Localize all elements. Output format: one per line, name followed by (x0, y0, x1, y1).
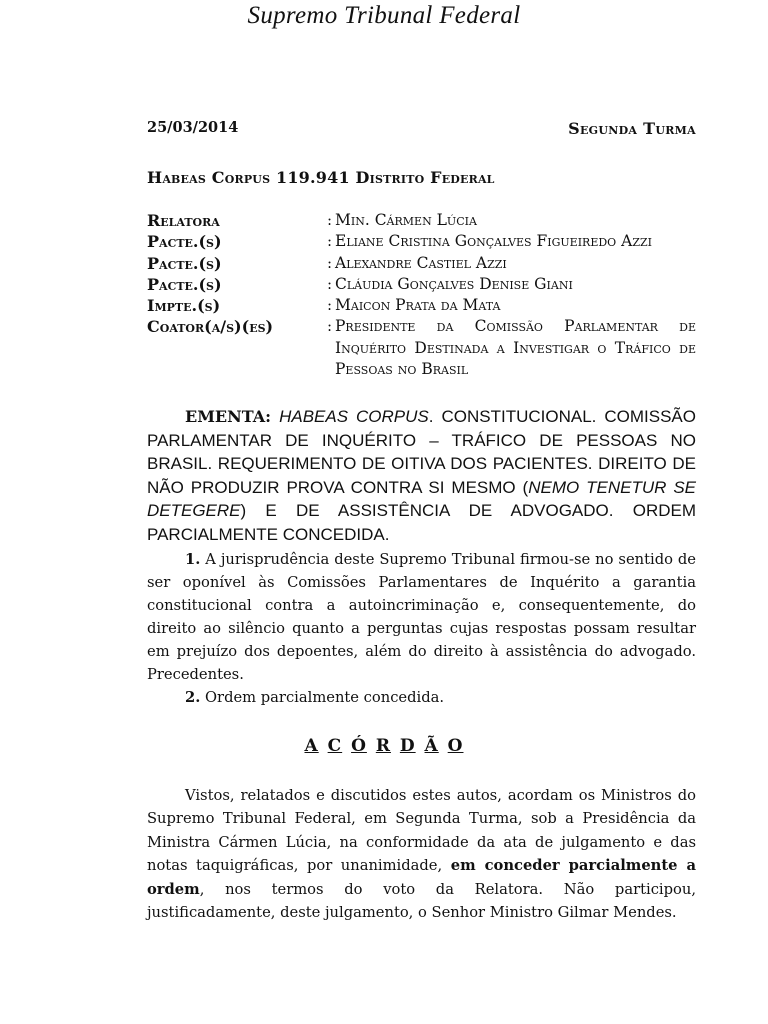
acordao-letter: Ó (351, 736, 367, 756)
party-value: Presidente da Comissão Parlamentar de Inquérito Destinada a Investigar o Tráfico de Pessoas no Brasil (335, 317, 696, 379)
party-row-pacte-1 (147, 231, 696, 252)
party-value: Maicon Prata da Mata (335, 296, 501, 315)
party-colon: : (327, 232, 333, 251)
party-row-relatora (147, 210, 696, 231)
judgment-date: 25/03/2014 (147, 119, 239, 136)
party-colon: : (327, 317, 333, 336)
party-label: Pacte.(s) (147, 253, 222, 273)
ementa-paragraph (147, 405, 696, 546)
decision-paragraph (147, 784, 696, 924)
ementa-text-1: . CONSTITUCIONAL. COMISSÃO PARLAMENTAR DE INQUÉRITO – TRÁFICO DE PESSOAS NO BRASIL. REQUERIMENTO DE OITIVA DOS PACIENTES. DIREITO DE NÃO PRODUZIR PROVA CONTRA SI MESMO ( (147, 407, 696, 497)
party-label: Coator(a/s)(es) (147, 317, 274, 337)
acordao-letter: O (447, 736, 464, 756)
item-number: 1. (185, 551, 201, 568)
party-label: Pacte.(s) (147, 274, 222, 294)
ementa-habeas-corpus: HABEAS CORPUS (279, 407, 429, 426)
ementa-latin-phrase: NEMO TENETUR SE DETEGERE (147, 477, 697, 520)
party-row-coator (147, 316, 696, 380)
decision-text-1: Vistos, relatados e discutidos estes autos, acordam os Ministros do Supremo Tribunal Federal, em Segunda Turma, sob a Presidência da Ministra Cármen Lúcia, na conformidade da ata de julgamento e das notas taquigráficas, por unanimidade, (147, 787, 696, 875)
parties-block (147, 210, 696, 380)
party-row-impte (147, 295, 696, 316)
party-colon: : (327, 274, 333, 293)
party-value: Min. Cármen Lúcia (335, 211, 477, 229)
party-colon: : (327, 296, 333, 315)
ementa-label: EMENTA: (185, 407, 272, 426)
acordao-letter: Ã (424, 736, 439, 756)
decision-text-2: , nos termos do voto da Relatora. Não participou, justificadamente, deste julgamento, o Senhor Ministro Gilmar Mendes. (147, 880, 696, 922)
acordao-letter: D (399, 736, 416, 756)
party-colon: : (327, 211, 333, 229)
acordao-letter: R (375, 736, 391, 756)
court-header: Supremo Tribunal Federal (247, 2, 521, 29)
acordao-letter: C (327, 736, 343, 756)
decision-bold: em conceder parcialmente a ordem (147, 857, 696, 898)
party-row-pacte-2 (147, 253, 696, 274)
dateline (147, 119, 696, 138)
turma-label: Segunda Turma (568, 119, 696, 138)
acordao-letter: A (304, 736, 319, 756)
item-text: A jurisprudência deste Supremo Tribunal firmou-se no sentido de ser oponível às Comissões Parlamentares de Inquérito a garantia constitucional contra a autoincriminação e, consequentemente, do direito ao silêncio quanto a perguntas cujas respostas possam resultar em prejuízo dos depoentes, além do direito à assistência do advogado. Precedentes. (147, 551, 696, 683)
ementa-item-1 (147, 548, 696, 686)
party-row-pacte-3 (147, 274, 696, 295)
ementa-items (147, 548, 696, 709)
item-number: 2. (185, 689, 201, 706)
case-title: Habeas Corpus 119.941 Distrito Federal (147, 168, 495, 187)
party-label: Relatora (147, 211, 220, 230)
acordao-heading (0, 736, 768, 756)
party-label: Pacte.(s) (147, 232, 222, 252)
party-label: Impte.(s) (147, 296, 221, 316)
ementa-text-2: ) E DE ASSISTÊNCIA DE ADVOGADO. ORDEM PARCIALMENTE CONCEDIDA. (147, 501, 696, 544)
party-value: Eliane Cristina Gonçalves Figueiredo Azzi (335, 232, 652, 251)
party-colon: : (327, 253, 333, 272)
item-text: Ordem parcialmente concedida. (200, 689, 445, 706)
party-value: Alexandre Castiel Azzi (335, 253, 507, 272)
ementa-item-2 (147, 686, 696, 709)
party-value: Cláudia Gonçalves Denise Giani (335, 274, 573, 293)
